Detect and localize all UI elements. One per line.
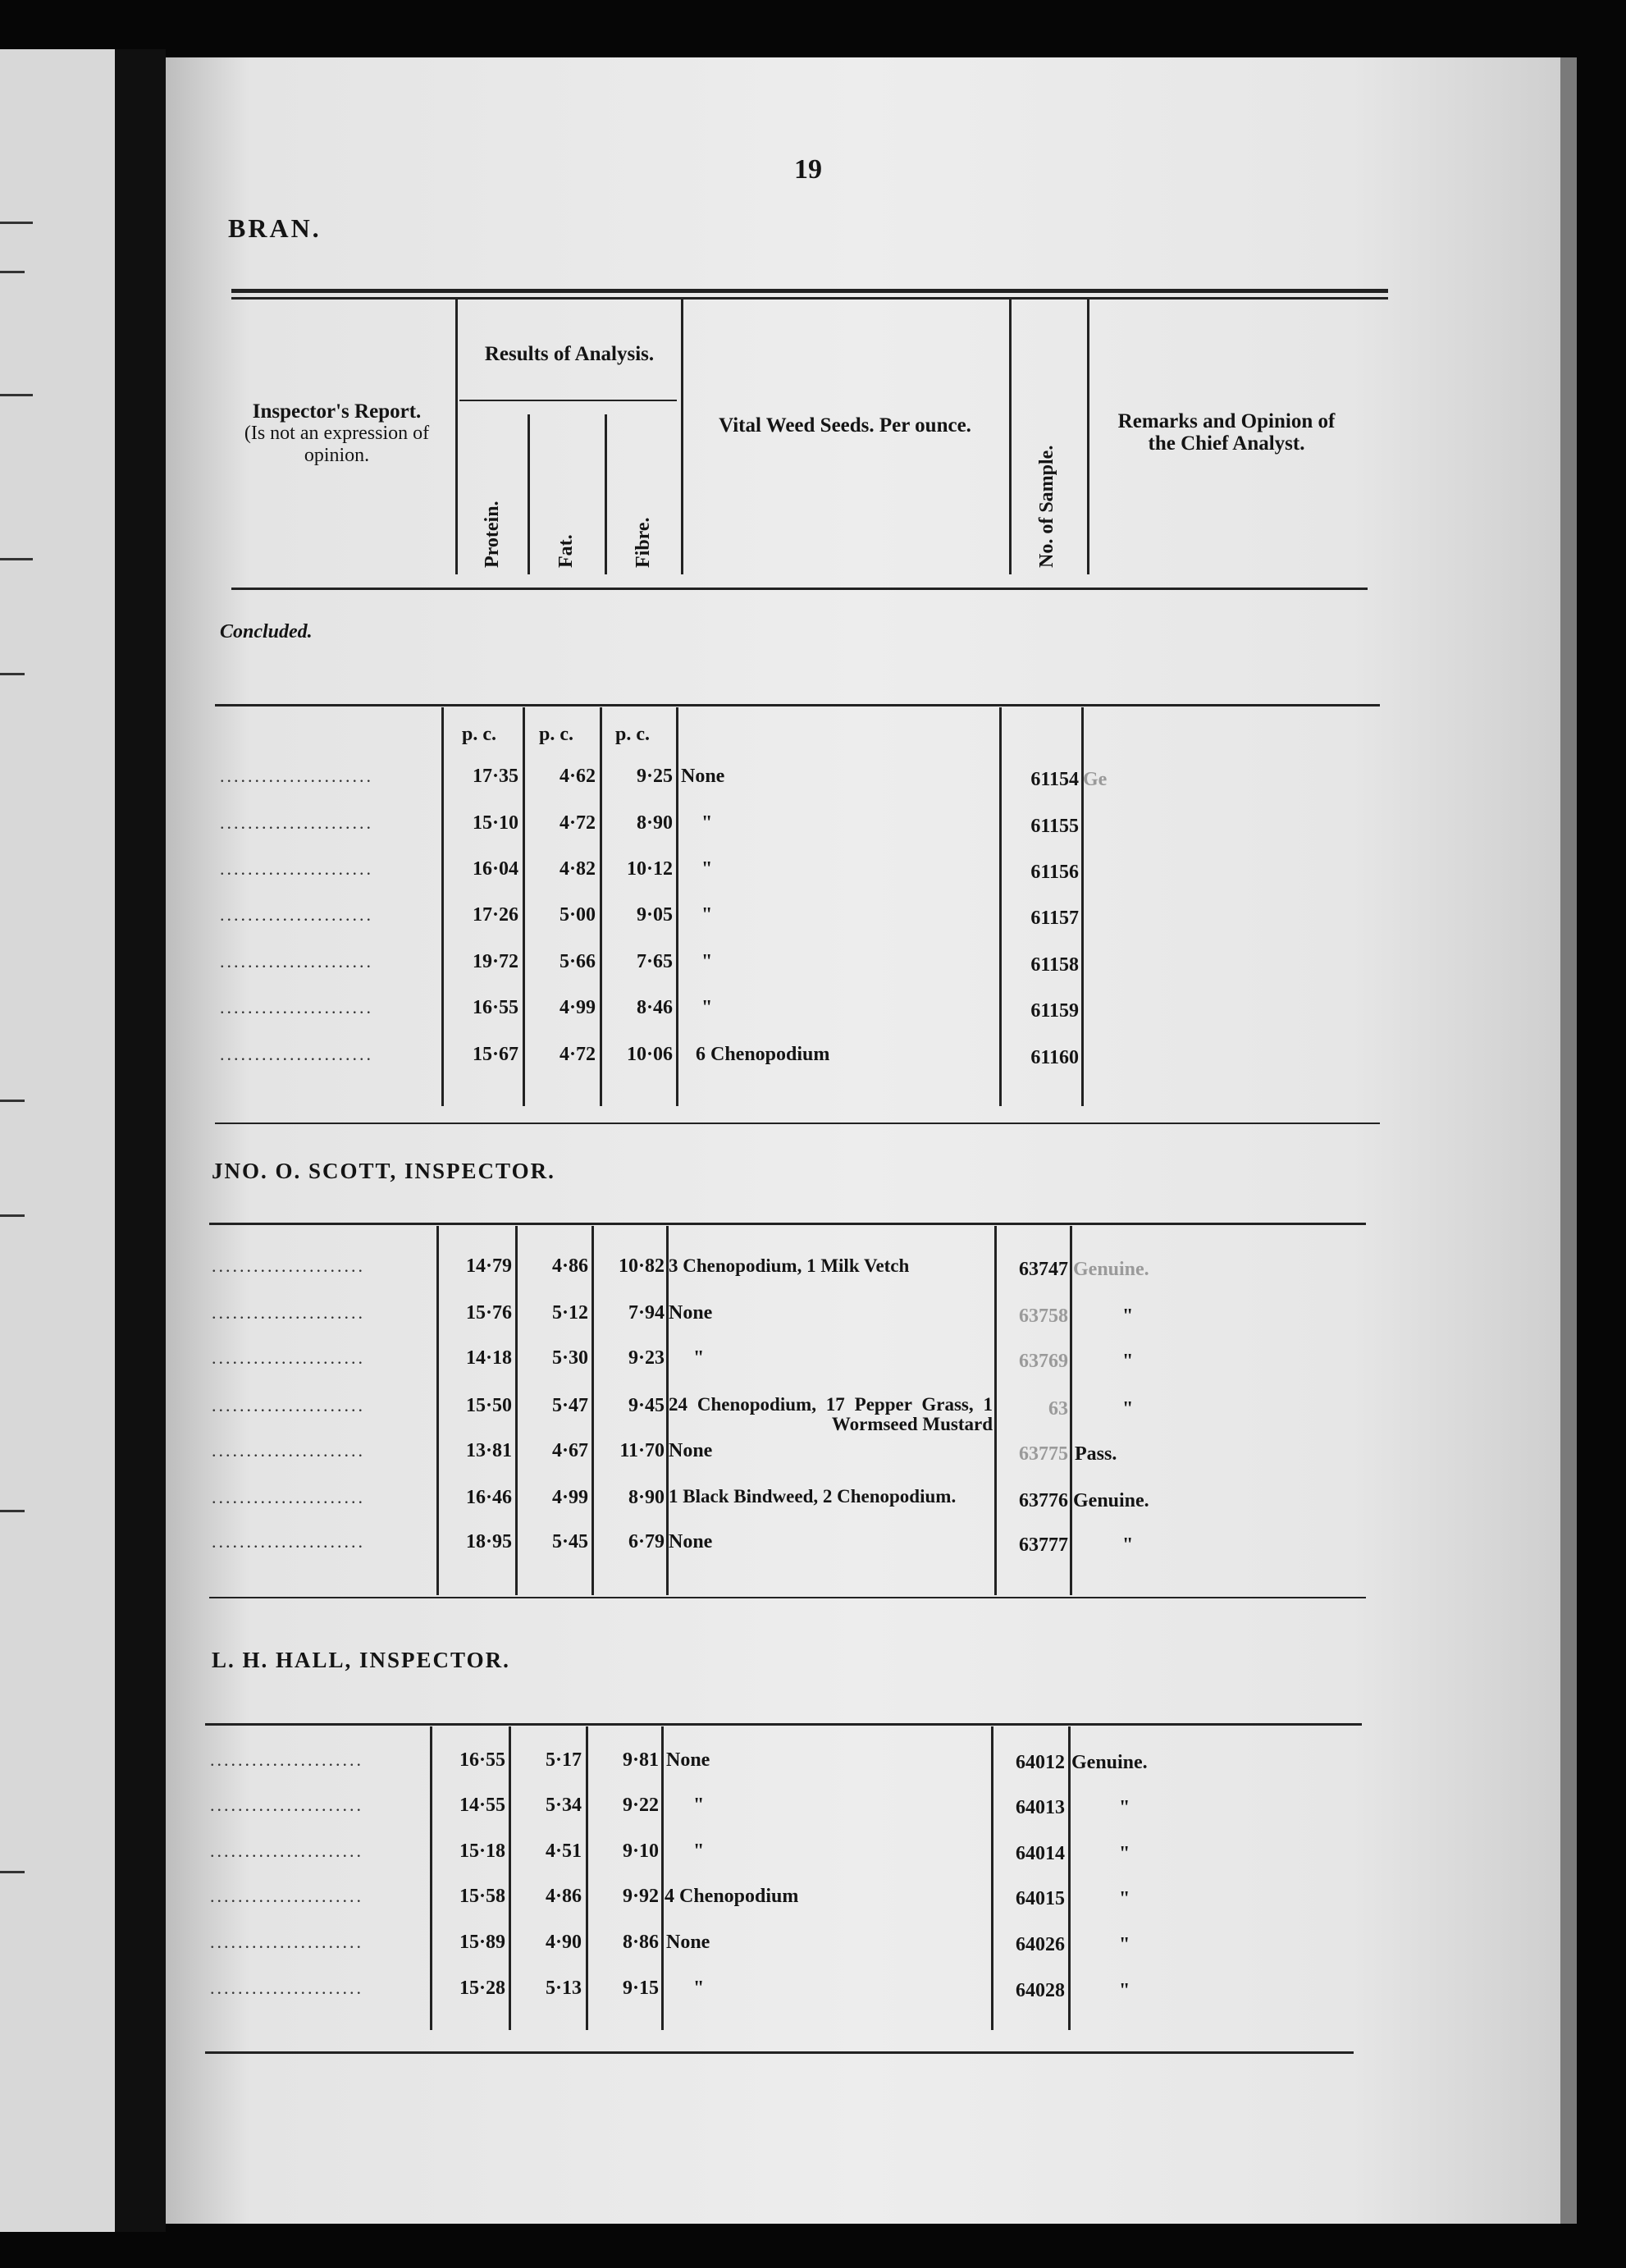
sample-number: 61159 (1030, 1000, 1079, 1022)
leader-dots: ...................... (212, 1347, 365, 1368)
leader-dots: ...................... (212, 1395, 365, 1415)
leader-dots: ...................... (220, 951, 373, 972)
section-title: BRAN. (228, 213, 322, 243)
leader-dots: ...................... (210, 1886, 363, 1906)
book-binding (115, 49, 166, 2232)
protein-value: 17·26 (472, 904, 518, 926)
remark-value: Genuine. (1073, 1259, 1149, 1280)
weed-value: 24 Chenopodium, 17 Pepper Grass, 1 Wormseed Mustard (669, 1394, 993, 1434)
section-rule (215, 1123, 1380, 1124)
leader-dots: ...................... (220, 858, 373, 879)
weed-value: " (693, 1347, 705, 1369)
sample-number: 63775 (1019, 1443, 1068, 1465)
remark-value: " (1119, 1980, 1130, 2001)
sample-number: 63758 (1019, 1305, 1068, 1327)
fat-value: 4·99 (551, 1487, 588, 1508)
fibre-value: 9·45 (628, 1395, 665, 1416)
fibre-value: 10·82 (618, 1255, 665, 1277)
leader-dots: ...................... (210, 1749, 363, 1770)
header-bottom-rule (231, 588, 1368, 590)
protein-value: 15·89 (459, 1932, 505, 1953)
protein-value: 14·79 (465, 1255, 512, 1277)
header-col-divider (528, 414, 530, 574)
sample-number: 61160 (1030, 1047, 1079, 1068)
leader-dots: ...................... (210, 1978, 363, 1998)
inspector-heading: JNO. O. SCOTT, INSPECTOR. (212, 1159, 555, 1183)
fat-value: 5·12 (551, 1302, 588, 1324)
weed-value: 1 Black Bindweed, 2 Chenopodium. (669, 1486, 957, 1507)
remark-value: " (1122, 1351, 1134, 1372)
leader-dots: ...................... (212, 1440, 365, 1461)
page-number: 19 (794, 154, 822, 185)
inspector-report-label: Inspector's Report. (252, 400, 422, 423)
header-top-rule (231, 289, 1388, 293)
protein-value: 16·55 (472, 997, 518, 1018)
fat-unit: p. c. (539, 724, 573, 745)
leader-dots: ...................... (220, 1044, 373, 1064)
fibre-value: 9·81 (622, 1749, 659, 1771)
fat-value: 4·86 (551, 1255, 588, 1277)
fat-value: 4·72 (559, 1044, 596, 1065)
fat-value: 5·17 (545, 1749, 582, 1771)
weed-value: None (669, 1302, 713, 1324)
header-top-rule-2 (231, 297, 1388, 300)
remark-value: " (1122, 1398, 1134, 1420)
header-col-divider (1009, 300, 1012, 574)
fat-value: 5·66 (559, 951, 596, 972)
leader-dots: ...................... (212, 1487, 365, 1507)
remark-value: " (1122, 1534, 1134, 1556)
sample-number: 63 (1048, 1398, 1068, 1420)
leader-dots: ...................... (210, 1840, 363, 1861)
protein-value: 14·18 (465, 1347, 512, 1369)
col-divider (1068, 1726, 1071, 2030)
weed-value: 4 Chenopodium (665, 1886, 799, 1907)
weed-value: None (666, 1749, 710, 1771)
fibre-value: 11·70 (619, 1440, 665, 1461)
weed-value: None (669, 1531, 713, 1552)
fibre-header: Fibre. (633, 517, 654, 568)
fibre-value: 9·05 (636, 904, 673, 926)
inspector-heading: L. H. HALL, INSPECTOR. (212, 1648, 510, 1672)
inspector-report-header (220, 400, 454, 467)
sample-number: 61157 (1030, 908, 1079, 929)
fat-value: 4·72 (559, 812, 596, 834)
section-rule (209, 1223, 1366, 1225)
fat-value: 5·34 (545, 1795, 582, 1816)
col-divider (1070, 1226, 1072, 1595)
section-rule (215, 704, 1380, 706)
leader-dots: ...................... (212, 1255, 365, 1276)
remark-value: Ge (1083, 769, 1108, 790)
header-col-divider (1087, 300, 1089, 574)
fat-value: 4·62 (559, 766, 596, 787)
fat-value: 4·90 (545, 1932, 582, 1953)
leader-dots: ...................... (210, 1932, 363, 1952)
sample-number: 61154 (1030, 769, 1079, 790)
fat-value: 4·99 (559, 997, 596, 1018)
concluded-label: Concluded. (220, 621, 313, 642)
leader-dots: ...................... (220, 997, 373, 1017)
fibre-value: 6·79 (628, 1531, 665, 1552)
remark-value: " (1119, 1843, 1130, 1864)
fat-value: 4·67 (551, 1440, 588, 1461)
fat-value: 4·86 (545, 1886, 582, 1907)
remark-value: " (1119, 1888, 1130, 1909)
protein-value: 15·67 (472, 1044, 518, 1065)
fibre-value: 10·12 (626, 858, 673, 880)
remarks-header: Remarks and Opinion of the Chief Analyst. (1117, 410, 1336, 455)
protein-value: 17·35 (472, 766, 518, 787)
fibre-value: 8·90 (628, 1487, 665, 1508)
fibre-value: 9·10 (622, 1840, 659, 1862)
fat-value: 4·51 (545, 1840, 582, 1862)
protein-value: 15·28 (459, 1978, 505, 1999)
fibre-value: 7·65 (636, 951, 673, 972)
remark-value: " (1119, 1797, 1130, 1818)
page-edge-shadow (1560, 57, 1577, 2224)
protein-value: 15·18 (459, 1840, 505, 1862)
leader-dots: ...................... (210, 1795, 363, 1815)
remark-value: " (1122, 1305, 1134, 1327)
leader-dots: ...................... (220, 766, 373, 786)
sample-number: 64013 (1016, 1797, 1065, 1818)
protein-value: 16·04 (472, 858, 518, 880)
remark-value: Genuine. (1071, 1752, 1148, 1773)
weed-value: " (701, 904, 713, 926)
protein-value: 16·55 (459, 1749, 505, 1771)
remark-value: " (1119, 1934, 1130, 1955)
section-rule (205, 2051, 1354, 2054)
weed-value: None (669, 1440, 713, 1461)
fat-value: 5·30 (551, 1347, 588, 1369)
fibre-value: 8·46 (636, 997, 673, 1018)
sample-number: 61155 (1030, 816, 1079, 837)
weed-value: " (693, 1978, 705, 1999)
protein-header: Protein. (482, 501, 503, 568)
protein-unit: p. c. (462, 724, 496, 745)
fibre-value: 8·86 (622, 1932, 659, 1953)
protein-value: 14·55 (459, 1795, 505, 1816)
section-rule (209, 1597, 1366, 1598)
fibre-value: 9·92 (622, 1886, 659, 1907)
leader-dots: ...................... (220, 812, 373, 833)
sample-number: 63769 (1019, 1351, 1068, 1372)
sample-number: 63747 (1019, 1259, 1068, 1280)
results-header: Results of Analysis. (484, 343, 655, 365)
fibre-value: 9·22 (622, 1795, 659, 1816)
weed-value: " (701, 858, 713, 880)
header-col-divider (605, 414, 607, 574)
sample-no-header: No. of Sample. (1036, 445, 1057, 568)
weed-value: 6 Chenopodium (696, 1044, 830, 1065)
sample-number: 61158 (1030, 954, 1079, 976)
weed-value: " (693, 1840, 705, 1862)
fat-value: 5·47 (551, 1395, 588, 1416)
fat-value: 4·82 (559, 858, 596, 880)
fat-header: Fat. (555, 534, 577, 568)
col-divider (676, 707, 678, 1106)
leader-dots: ...................... (220, 904, 373, 925)
fibre-value: 9·15 (622, 1978, 659, 1999)
protein-value: 16·46 (465, 1487, 512, 1508)
fat-value: 5·00 (559, 904, 596, 926)
sample-number: 64028 (1016, 1980, 1065, 2001)
header-col-divider (681, 300, 683, 574)
fibre-unit: p. c. (615, 724, 650, 745)
weed-seeds-header: Vital Weed Seeds. Per ounce. (719, 414, 971, 437)
protein-value: 18·95 (465, 1531, 512, 1552)
fat-value: 5·13 (545, 1978, 582, 1999)
protein-value: 15·58 (459, 1886, 505, 1907)
weed-value: None (681, 766, 725, 787)
results-underline (459, 400, 677, 401)
weed-value: " (701, 812, 713, 834)
sample-number: 61156 (1030, 862, 1079, 883)
fibre-value: 10·06 (626, 1044, 673, 1065)
weed-value: " (701, 997, 713, 1018)
protein-value: 15·50 (465, 1395, 512, 1416)
fibre-value: 7·94 (628, 1302, 665, 1324)
fibre-value: 8·90 (636, 812, 673, 834)
sample-number: 63777 (1019, 1534, 1068, 1556)
fat-value: 5·45 (551, 1531, 588, 1552)
protein-value: 15·76 (465, 1302, 512, 1324)
protein-value: 19·72 (472, 951, 518, 972)
sample-number: 64012 (1016, 1752, 1065, 1773)
weed-value: 3 Chenopodium, 1 Milk Vetch (669, 1255, 910, 1276)
remark-value: Pass. (1075, 1443, 1117, 1465)
protein-value: 15·10 (472, 812, 518, 834)
sample-number: 63776 (1019, 1490, 1068, 1511)
inspector-report-note: (Is not an expression of opinion. (244, 423, 430, 466)
protein-value: 13·81 (465, 1440, 512, 1461)
weed-value: None (666, 1932, 710, 1953)
weed-value: " (701, 951, 713, 972)
leader-dots: ...................... (212, 1531, 365, 1552)
remark-value: Genuine. (1073, 1490, 1149, 1511)
leader-dots: ...................... (212, 1302, 365, 1323)
weed-value: " (693, 1795, 705, 1816)
sample-number: 64014 (1016, 1843, 1065, 1864)
header-col-divider (455, 300, 458, 574)
fibre-value: 9·23 (628, 1347, 665, 1369)
sample-number: 64026 (1016, 1934, 1065, 1955)
adjacent-page-edge (0, 49, 115, 2232)
sample-number: 64015 (1016, 1888, 1065, 1909)
section-rule (205, 1723, 1362, 1726)
fibre-value: 9·25 (636, 766, 673, 787)
col-divider (661, 1726, 664, 2030)
col-divider (1081, 707, 1084, 1106)
